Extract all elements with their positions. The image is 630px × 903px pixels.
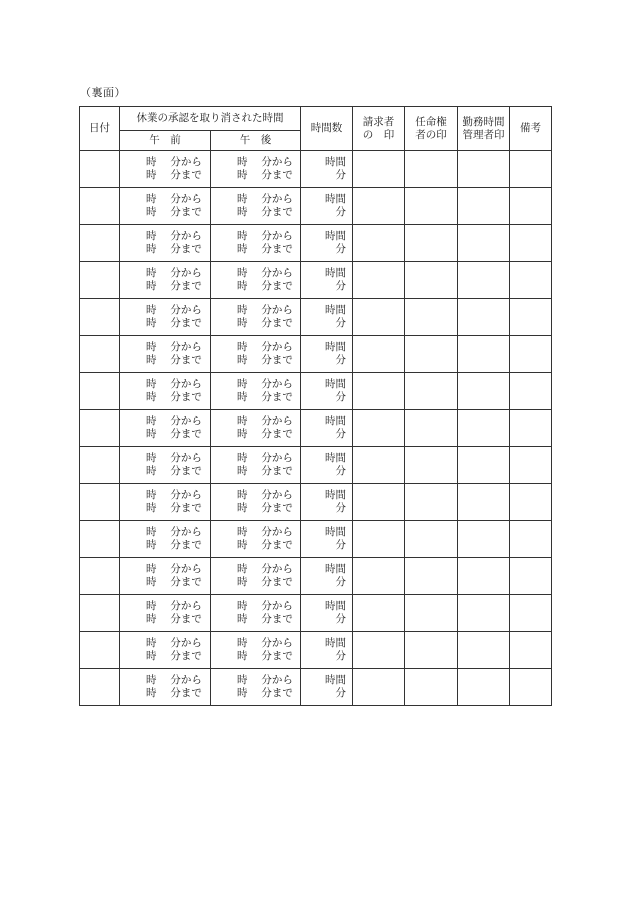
manager-seal-cell[interactable] xyxy=(458,447,510,484)
header-am: 午 前 xyxy=(120,131,211,151)
manager-seal-cell[interactable] xyxy=(458,595,510,632)
am-time-cell[interactable] xyxy=(120,447,211,484)
requester-seal-cell[interactable] xyxy=(353,558,405,595)
am-from-text: 時 分から xyxy=(146,674,202,686)
remarks-cell[interactable] xyxy=(510,299,552,336)
minutes-unit-text: 分 xyxy=(335,317,346,329)
pm-to-text: 時 分まで xyxy=(237,243,293,255)
hours-cell[interactable] xyxy=(301,188,353,225)
requester-seal-cell[interactable] xyxy=(353,262,405,299)
am-time-cell[interactable] xyxy=(120,484,211,521)
manager-seal-cell[interactable] xyxy=(458,521,510,558)
requester-seal-cell[interactable] xyxy=(353,299,405,336)
pm-to-text: 時 分まで xyxy=(237,354,293,366)
pm-to-text: 時 分まで xyxy=(237,650,293,662)
date-cell[interactable] xyxy=(80,632,120,669)
date-cell[interactable] xyxy=(80,669,120,706)
am-time-cell[interactable] xyxy=(120,410,211,447)
date-cell[interactable] xyxy=(80,299,120,336)
pm-time-cell[interactable] xyxy=(211,595,301,632)
hours-unit-text: 時間 xyxy=(325,230,346,242)
pm-to-text: 時 分まで xyxy=(237,428,293,440)
date-cell[interactable] xyxy=(80,595,120,632)
pm-from-text: 時 分から xyxy=(237,378,293,390)
authority-seal-cell[interactable] xyxy=(405,632,458,669)
table-row xyxy=(80,225,552,262)
authority-seal-cell[interactable] xyxy=(405,336,458,373)
am-time-cell[interactable] xyxy=(120,299,211,336)
manager-seal-cell[interactable] xyxy=(458,410,510,447)
minutes-unit-text: 分 xyxy=(335,576,346,588)
table-row xyxy=(80,188,552,225)
am-from-text: 時 分から xyxy=(146,637,202,649)
table-row xyxy=(80,669,552,706)
manager-seal-cell[interactable] xyxy=(458,484,510,521)
am-from-text: 時 分から xyxy=(146,452,202,464)
pm-to-text: 時 分まで xyxy=(237,576,293,588)
minutes-unit-text: 分 xyxy=(335,465,346,477)
pm-from-text: 時 分から xyxy=(237,267,293,279)
am-to-text: 時 分まで xyxy=(146,243,202,255)
table-row xyxy=(80,410,552,447)
table-row xyxy=(80,299,552,336)
authority-seal-cell[interactable] xyxy=(405,262,458,299)
hours-cell[interactable] xyxy=(301,262,353,299)
pm-to-text: 時 分まで xyxy=(237,613,293,625)
am-time-cell[interactable] xyxy=(120,558,211,595)
am-time-cell[interactable] xyxy=(120,188,211,225)
am-time-cell[interactable] xyxy=(120,632,211,669)
pm-time-cell[interactable] xyxy=(211,225,301,262)
date-cell[interactable] xyxy=(80,262,120,299)
am-to-text: 時 分まで xyxy=(146,465,202,477)
header-manager-seal-line1: 勤務時間 xyxy=(462,115,505,128)
remarks-cell[interactable] xyxy=(510,188,552,225)
hours-unit-text: 時間 xyxy=(325,452,346,464)
table-row xyxy=(80,521,552,558)
header-requester-seal-line1: 請求者 xyxy=(362,115,395,128)
manager-seal-cell[interactable] xyxy=(458,336,510,373)
minutes-unit-text: 分 xyxy=(335,539,346,551)
header-requester-seal xyxy=(353,107,405,151)
pm-time-cell[interactable] xyxy=(211,447,301,484)
table-row xyxy=(80,447,552,484)
minutes-unit-text: 分 xyxy=(335,206,346,218)
am-to-text: 時 分まで xyxy=(146,428,202,440)
table-row xyxy=(80,632,552,669)
authority-seal-cell[interactable] xyxy=(405,151,458,188)
table-body xyxy=(80,151,552,706)
date-cell[interactable] xyxy=(80,447,120,484)
pm-from-text: 時 分から xyxy=(237,637,293,649)
hours-cell[interactable] xyxy=(301,151,353,188)
minutes-unit-text: 分 xyxy=(335,502,346,514)
hours-unit-text: 時間 xyxy=(325,267,346,279)
table-row xyxy=(80,151,552,188)
am-to-text: 時 分まで xyxy=(146,613,202,625)
table-row xyxy=(80,558,552,595)
hours-unit-text: 時間 xyxy=(325,600,346,612)
hours-cell[interactable] xyxy=(301,373,353,410)
hours-cell[interactable] xyxy=(301,484,353,521)
pm-time-cell[interactable] xyxy=(211,521,301,558)
requester-seal-cell[interactable] xyxy=(353,484,405,521)
leave-cancellation-table xyxy=(79,106,552,706)
manager-seal-cell[interactable] xyxy=(458,225,510,262)
pm-from-text: 時 分から xyxy=(237,230,293,242)
requester-seal-cell[interactable] xyxy=(353,669,405,706)
minutes-unit-text: 分 xyxy=(335,169,346,181)
am-to-text: 時 分まで xyxy=(146,206,202,218)
header-authority-seal-line1: 任命権 xyxy=(415,115,447,128)
am-time-cell[interactable] xyxy=(120,669,211,706)
remarks-cell[interactable] xyxy=(510,151,552,188)
pm-time-cell[interactable] xyxy=(211,262,301,299)
am-time-cell[interactable] xyxy=(120,151,211,188)
pm-time-cell[interactable] xyxy=(211,558,301,595)
remarks-cell[interactable] xyxy=(510,595,552,632)
requester-seal-cell[interactable] xyxy=(353,151,405,188)
hours-cell[interactable] xyxy=(301,447,353,484)
remarks-cell[interactable] xyxy=(510,373,552,410)
requester-seal-cell[interactable] xyxy=(353,595,405,632)
pm-time-cell[interactable] xyxy=(211,669,301,706)
date-cell[interactable] xyxy=(80,521,120,558)
remarks-cell[interactable] xyxy=(510,336,552,373)
pm-time-cell[interactable] xyxy=(211,299,301,336)
pm-time-cell[interactable] xyxy=(211,632,301,669)
requester-seal-cell[interactable] xyxy=(353,336,405,373)
header-authority-seal xyxy=(405,107,458,151)
am-to-text: 時 分まで xyxy=(146,650,202,662)
pm-to-text: 時 分まで xyxy=(237,317,293,329)
pm-to-text: 時 分まで xyxy=(237,465,293,477)
am-from-text: 時 分から xyxy=(146,230,202,242)
pm-to-text: 時 分まで xyxy=(237,391,293,403)
am-from-text: 時 分から xyxy=(146,563,202,575)
am-time-cell[interactable] xyxy=(120,595,211,632)
pm-from-text: 時 分から xyxy=(237,193,293,205)
hours-unit-text: 時間 xyxy=(325,526,346,538)
am-to-text: 時 分まで xyxy=(146,280,202,292)
pm-time-cell[interactable] xyxy=(211,151,301,188)
pm-to-text: 時 分まで xyxy=(237,687,293,699)
minutes-unit-text: 分 xyxy=(335,243,346,255)
manager-seal-cell[interactable] xyxy=(458,669,510,706)
authority-seal-cell[interactable] xyxy=(405,299,458,336)
date-cell[interactable] xyxy=(80,225,120,262)
date-cell[interactable] xyxy=(80,410,120,447)
pm-from-text: 時 分から xyxy=(237,489,293,501)
am-time-cell[interactable] xyxy=(120,373,211,410)
am-to-text: 時 分まで xyxy=(146,169,202,181)
am-from-text: 時 分から xyxy=(146,526,202,538)
requester-seal-cell[interactable] xyxy=(353,373,405,410)
pm-from-text: 時 分から xyxy=(237,600,293,612)
hours-unit-text: 時間 xyxy=(325,378,346,390)
table-row xyxy=(80,262,552,299)
date-cell[interactable] xyxy=(80,188,120,225)
header-hours: 時間数 xyxy=(301,107,353,151)
minutes-unit-text: 分 xyxy=(335,650,346,662)
pm-from-text: 時 分から xyxy=(237,415,293,427)
requester-seal-cell[interactable] xyxy=(353,188,405,225)
am-to-text: 時 分まで xyxy=(146,317,202,329)
date-cell[interactable] xyxy=(80,484,120,521)
hours-unit-text: 時間 xyxy=(325,674,346,686)
am-to-text: 時 分まで xyxy=(146,354,202,366)
header-remarks: 備考 xyxy=(510,107,552,151)
date-cell[interactable] xyxy=(80,151,120,188)
remarks-cell[interactable] xyxy=(510,521,552,558)
authority-seal-cell[interactable] xyxy=(405,521,458,558)
pm-from-text: 時 分から xyxy=(237,452,293,464)
am-from-text: 時 分から xyxy=(146,415,202,427)
table-row xyxy=(80,484,552,521)
requester-seal-cell[interactable] xyxy=(353,521,405,558)
hours-unit-text: 時間 xyxy=(325,304,346,316)
hours-cell[interactable] xyxy=(301,410,353,447)
header-date: 日付 xyxy=(80,107,120,151)
authority-seal-cell[interactable] xyxy=(405,410,458,447)
manager-seal-cell[interactable] xyxy=(458,299,510,336)
authority-seal-cell[interactable] xyxy=(405,484,458,521)
am-time-cell[interactable] xyxy=(120,521,211,558)
authority-seal-cell[interactable] xyxy=(405,447,458,484)
minutes-unit-text: 分 xyxy=(335,391,346,403)
am-from-text: 時 分から xyxy=(146,341,202,353)
pm-time-cell[interactable] xyxy=(211,484,301,521)
pm-time-cell[interactable] xyxy=(211,188,301,225)
manager-seal-cell[interactable] xyxy=(458,373,510,410)
pm-from-text: 時 分から xyxy=(237,341,293,353)
pm-from-text: 時 分から xyxy=(237,526,293,538)
date-cell[interactable] xyxy=(80,558,120,595)
am-from-text: 時 分から xyxy=(146,489,202,501)
requester-seal-cell[interactable] xyxy=(353,632,405,669)
minutes-unit-text: 分 xyxy=(335,687,346,699)
authority-seal-cell[interactable] xyxy=(405,373,458,410)
am-from-text: 時 分から xyxy=(146,156,202,168)
hours-unit-text: 時間 xyxy=(325,637,346,649)
am-time-cell[interactable] xyxy=(120,225,211,262)
remarks-cell[interactable] xyxy=(510,484,552,521)
pm-time-cell[interactable] xyxy=(211,373,301,410)
page-side-label: （裏面） xyxy=(80,86,126,99)
pm-to-text: 時 分まで xyxy=(237,280,293,292)
am-from-text: 時 分から xyxy=(146,304,202,316)
hours-cell[interactable] xyxy=(301,595,353,632)
manager-seal-cell[interactable] xyxy=(458,632,510,669)
hours-cell[interactable] xyxy=(301,521,353,558)
date-cell[interactable] xyxy=(80,373,120,410)
am-to-text: 時 分まで xyxy=(146,539,202,551)
hours-cell[interactable] xyxy=(301,225,353,262)
minutes-unit-text: 分 xyxy=(335,428,346,440)
hours-unit-text: 時間 xyxy=(325,415,346,427)
manager-seal-cell[interactable] xyxy=(458,188,510,225)
hours-cell[interactable] xyxy=(301,558,353,595)
requester-seal-cell[interactable] xyxy=(353,447,405,484)
pm-to-text: 時 分まで xyxy=(237,539,293,551)
requester-seal-cell[interactable] xyxy=(353,410,405,447)
am-time-cell[interactable] xyxy=(120,336,211,373)
authority-seal-cell[interactable] xyxy=(405,595,458,632)
remarks-cell[interactable] xyxy=(510,558,552,595)
hours-unit-text: 時間 xyxy=(325,156,346,168)
remarks-cell[interactable] xyxy=(510,225,552,262)
hours-unit-text: 時間 xyxy=(325,563,346,575)
hours-unit-text: 時間 xyxy=(325,341,346,353)
am-from-text: 時 分から xyxy=(146,600,202,612)
hours-cell[interactable] xyxy=(301,299,353,336)
pm-time-cell[interactable] xyxy=(211,336,301,373)
authority-seal-cell[interactable] xyxy=(405,669,458,706)
manager-seal-cell[interactable] xyxy=(458,151,510,188)
remarks-cell[interactable] xyxy=(510,410,552,447)
authority-seal-cell[interactable] xyxy=(405,188,458,225)
header-requester-seal-line2: の 印 xyxy=(362,128,395,141)
pm-to-text: 時 分まで xyxy=(237,169,293,181)
pm-from-text: 時 分から xyxy=(237,563,293,575)
date-cell[interactable] xyxy=(80,336,120,373)
table-row xyxy=(80,595,552,632)
requester-seal-cell[interactable] xyxy=(353,225,405,262)
am-time-cell[interactable] xyxy=(120,262,211,299)
minutes-unit-text: 分 xyxy=(335,280,346,292)
am-from-text: 時 分から xyxy=(146,193,202,205)
header-pm: 午 後 xyxy=(211,131,301,151)
am-to-text: 時 分まで xyxy=(146,391,202,403)
hours-unit-text: 時間 xyxy=(325,489,346,501)
remarks-cell[interactable] xyxy=(510,632,552,669)
am-from-text: 時 分から xyxy=(146,267,202,279)
header-authority-seal-line2: 者の印 xyxy=(415,128,447,141)
hours-unit-text: 時間 xyxy=(325,193,346,205)
minutes-unit-text: 分 xyxy=(335,613,346,625)
authority-seal-cell[interactable] xyxy=(405,225,458,262)
hours-cell[interactable] xyxy=(301,632,353,669)
pm-from-text: 時 分から xyxy=(237,304,293,316)
table-row xyxy=(80,373,552,410)
authority-seal-cell[interactable] xyxy=(405,558,458,595)
pm-to-text: 時 分まで xyxy=(237,502,293,514)
header-manager-seal-line2: 管理者印 xyxy=(462,128,505,141)
manager-seal-cell[interactable] xyxy=(458,262,510,299)
remarks-cell[interactable] xyxy=(510,669,552,706)
remarks-cell[interactable] xyxy=(510,262,552,299)
pm-to-text: 時 分まで xyxy=(237,206,293,218)
pm-from-text: 時 分から xyxy=(237,156,293,168)
manager-seal-cell[interactable] xyxy=(458,558,510,595)
am-to-text: 時 分まで xyxy=(146,576,202,588)
header-manager-seal xyxy=(458,107,510,151)
pm-time-cell[interactable] xyxy=(211,410,301,447)
hours-cell[interactable] xyxy=(301,669,353,706)
pm-from-text: 時 分から xyxy=(237,674,293,686)
am-from-text: 時 分から xyxy=(146,378,202,390)
table-row xyxy=(80,336,552,373)
am-to-text: 時 分まで xyxy=(146,502,202,514)
minutes-unit-text: 分 xyxy=(335,354,346,366)
remarks-cell[interactable] xyxy=(510,447,552,484)
am-to-text: 時 分まで xyxy=(146,687,202,699)
header-cancelled-leave: 休業の承認を取り消された時間 xyxy=(120,107,301,131)
hours-cell[interactable] xyxy=(301,336,353,373)
